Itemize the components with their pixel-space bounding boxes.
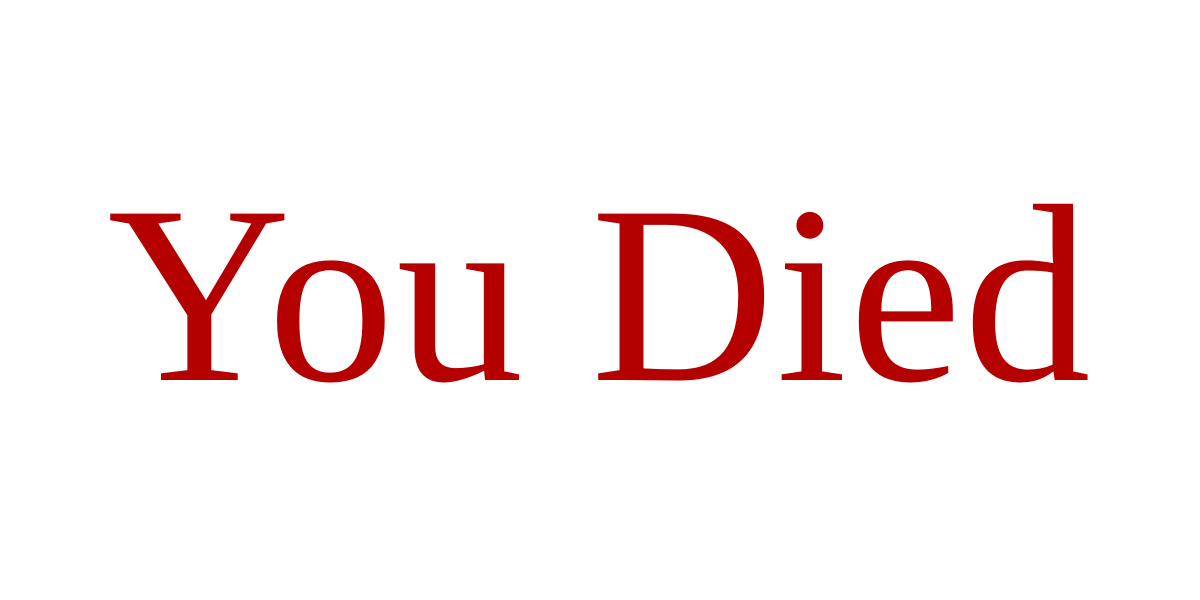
death-message: You Died (107, 154, 1093, 435)
